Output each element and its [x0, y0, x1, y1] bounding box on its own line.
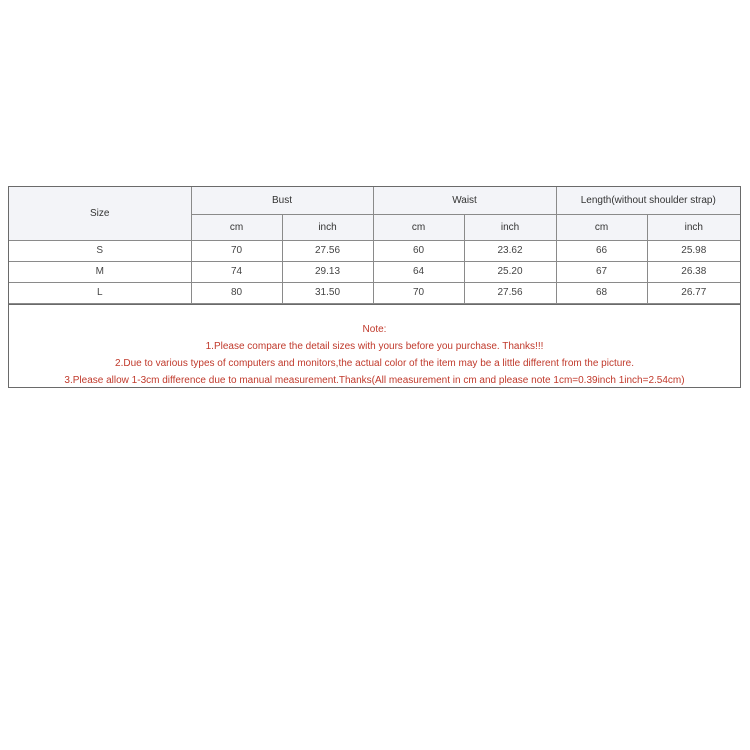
- size-cell: S: [9, 240, 191, 261]
- unit-header: inch: [464, 214, 556, 240]
- size-header: Size: [9, 187, 191, 240]
- bust-header: Bust: [191, 187, 373, 214]
- table-cell: 31.50: [282, 282, 373, 303]
- table-cell: 60: [373, 240, 464, 261]
- table-cell: 68: [556, 282, 647, 303]
- size-cell: L: [9, 282, 191, 303]
- note-line: 2.Due to various types of computers and monitors,the actual color of the item may be a little different from the picture.: [115, 357, 634, 369]
- length-header: Length(without shoulder strap): [556, 187, 740, 214]
- table-cell: 23.62: [464, 240, 556, 261]
- table-row: [9, 240, 740, 261]
- note-line: 1.Please compare the detail sizes with yours before you purchase. Thanks!!!: [205, 340, 544, 352]
- unit-header: inch: [282, 214, 373, 240]
- table-cell: 80: [191, 282, 282, 303]
- table-row: [9, 282, 740, 303]
- notes-title: Note:: [362, 323, 387, 335]
- notes-section: [9, 304, 740, 387]
- size-cell: M: [9, 261, 191, 282]
- waist-header: Waist: [373, 187, 556, 214]
- size-table: [9, 187, 740, 304]
- table-cell: 70: [373, 282, 464, 303]
- table-cell: 26.38: [647, 261, 740, 282]
- table-cell: 74: [191, 261, 282, 282]
- table-cell: 25.20: [464, 261, 556, 282]
- table-cell: 64: [373, 261, 464, 282]
- table-cell: 25.98: [647, 240, 740, 261]
- note-line: 3.Please allow 1-3cm difference due to manual measurement.Thanks(All measurement in cm and please note 1cm=0.39inch 1inch=2.54cm): [64, 374, 685, 386]
- table-cell: 70: [191, 240, 282, 261]
- table-cell: 26.77: [647, 282, 740, 303]
- table-cell: 27.56: [464, 282, 556, 303]
- unit-header: cm: [373, 214, 464, 240]
- unit-header: cm: [556, 214, 647, 240]
- unit-header: inch: [647, 214, 740, 240]
- unit-header: cm: [191, 214, 282, 240]
- table-cell: 66: [556, 240, 647, 261]
- table-cell: 29.13: [282, 261, 373, 282]
- table-cell: 27.56: [282, 240, 373, 261]
- size-chart: [8, 186, 741, 388]
- table-cell: 67: [556, 261, 647, 282]
- table-row: [9, 261, 740, 282]
